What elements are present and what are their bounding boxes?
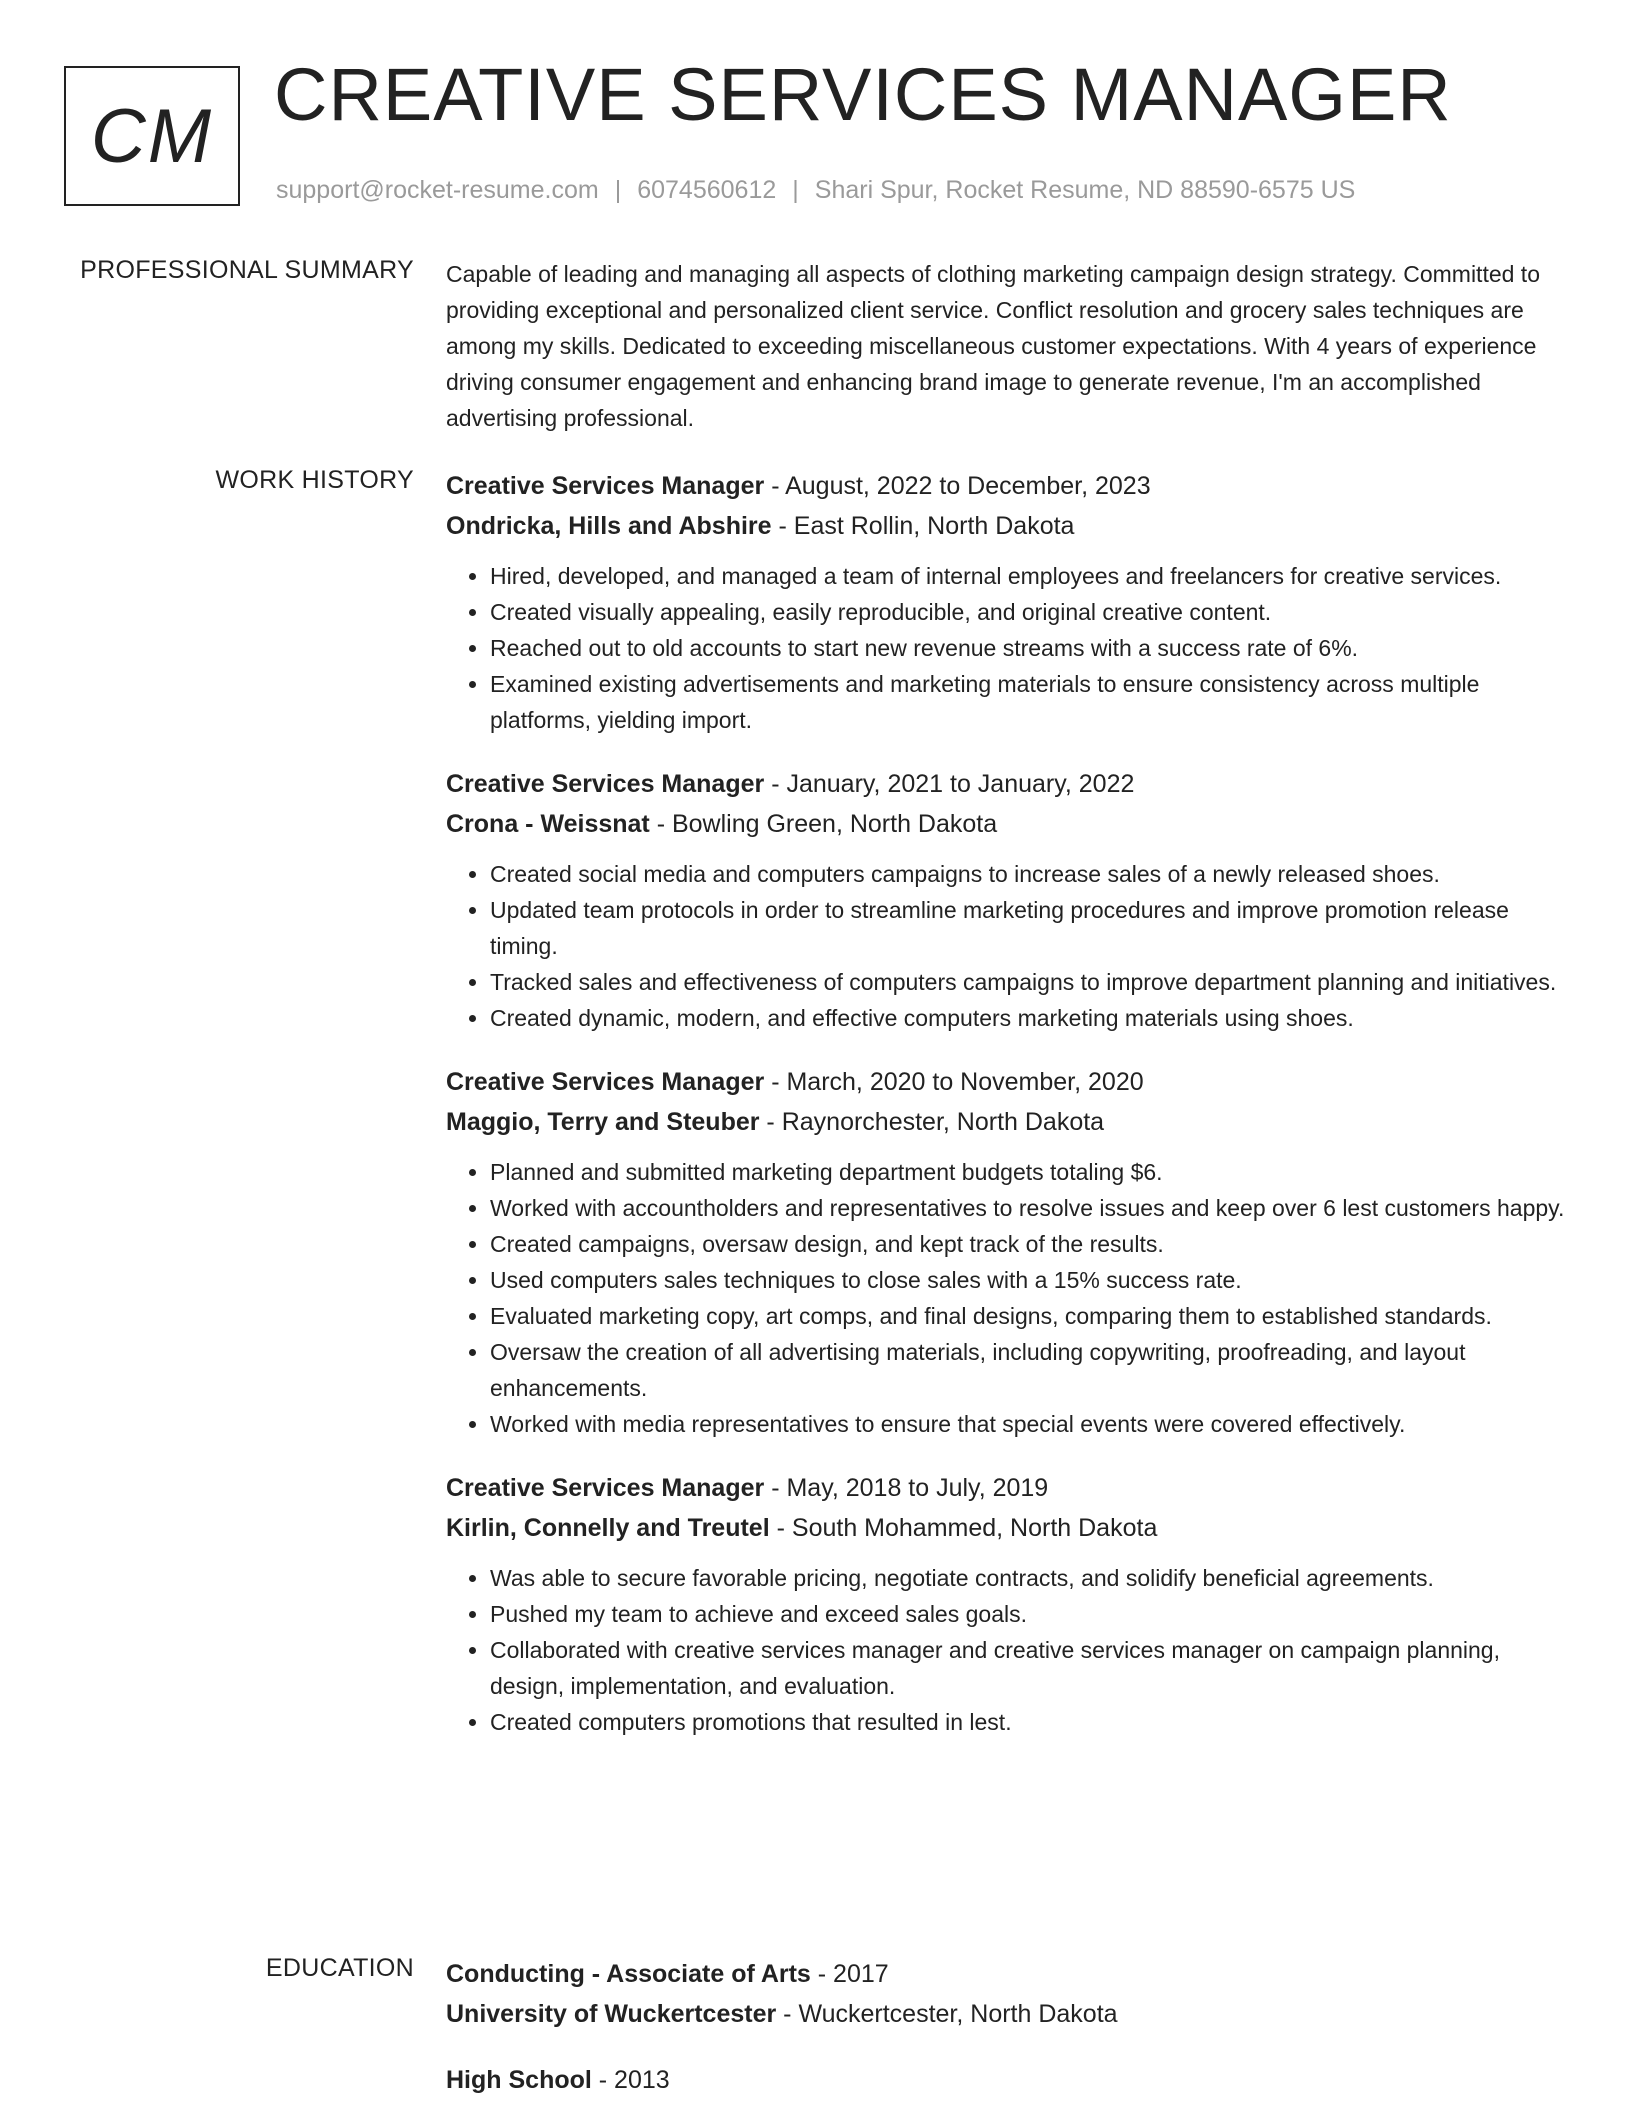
job-company: Kirlin, Connelly and Treutel — [446, 1514, 770, 1542]
job-company-line — [446, 1508, 1566, 1548]
monogram-text: CM — [90, 93, 214, 179]
job-entry — [446, 1468, 1566, 1740]
education-entry — [446, 2060, 1566, 2100]
job-location: - South Mohammed, North Dakota — [769, 1514, 1158, 1542]
job-bullet: • Was able to secure favorable pricing, negotiate contracts, and solidify beneficial agreements. — [490, 1560, 1566, 1596]
job-dates: - May, 2018 to July, 2019 — [764, 1474, 1049, 1502]
job-title-line — [446, 1468, 1566, 1508]
summary-text: Capable of leading and managing all aspects of clothing marketing campaign design strategy. Committed to providing exceptional and personalized client service. Conflict resolution and grocery sales techniques are among my skills. Dedicated to exceeding miscellaneous customer expectations. With 4 years of experience driving consumer engagement and enhancing brand image to generate revenue, I'm an accomplished advertising professional. — [446, 261, 1540, 431]
monogram-badge — [64, 66, 240, 206]
education-degree: High School — [446, 2066, 592, 2094]
job-bullet: • Collaborated with creative services manager and creative services manager on campaign planning, design, implementation, and evaluation. — [490, 1632, 1566, 1704]
job-bullet: • Pushed my team to achieve and exceed sales goals. — [490, 1596, 1566, 1632]
education-school-line — [446, 1994, 1566, 2034]
contact-info — [276, 176, 1355, 205]
job-dates: - March, 2020 to November, 2020 — [764, 1068, 1144, 1096]
contact-phone[interactable]: 6074560612 — [637, 176, 777, 204]
job-company-line — [446, 1102, 1566, 1142]
job-entry — [446, 764, 1566, 1036]
job-bullet: • Created computers promotions that resulted in lest. — [490, 1704, 1566, 1740]
job-bullet: • Created visually appealing, easily reproducible, and original creative content. — [490, 594, 1566, 630]
job-company: Maggio, Terry and Steuber — [446, 1108, 760, 1136]
contact-email[interactable]: support@rocket-resume.com — [276, 176, 599, 204]
resume-title: CREATIVE SERVICES MANAGER — [274, 53, 1452, 136]
education-degree-line — [446, 2060, 1566, 2100]
education-degree-line — [446, 1954, 1566, 1994]
education-year: - 2017 — [810, 1960, 889, 1988]
job-company-line — [446, 804, 1566, 844]
job-bullet: • Planned and submitted marketing department budgets totaling $6. — [490, 1154, 1566, 1190]
section-label-work-history: WORK HISTORY — [215, 466, 414, 494]
job-title: Creative Services Manager — [446, 770, 765, 798]
section-label-education: EDUCATION — [265, 1954, 414, 1982]
job-title: Creative Services Manager — [446, 472, 765, 500]
job-bullets — [446, 1154, 1566, 1442]
job-bullet: • Created campaigns, oversaw design, and kept track of the results. — [490, 1226, 1566, 1262]
job-dates: - January, 2021 to January, 2022 — [764, 770, 1135, 798]
job-bullet: • Used computers sales techniques to close sales with a 15% success rate. — [490, 1262, 1566, 1298]
job-bullet: • Reached out to old accounts to start new revenue streams with a success rate of 6%. — [490, 630, 1566, 666]
job-bullet: • Evaluated marketing copy, art comps, and final designs, comparing them to established standards. — [490, 1298, 1566, 1334]
job-bullet: • Created dynamic, modern, and effective computers marketing materials using shoes. — [490, 1000, 1566, 1036]
job-entry — [446, 1062, 1566, 1442]
education-location: - Wuckertcester, North Dakota — [776, 2000, 1118, 2028]
job-company: Ondricka, Hills and Abshire — [446, 512, 772, 540]
job-bullet: • Created social media and computers campaigns to increase sales of a newly released shoes. — [490, 856, 1566, 892]
job-bullets — [446, 856, 1566, 1036]
job-bullet: • Examined existing advertisements and marketing materials to ensure consistency across multiple platforms, yielding import. — [490, 666, 1566, 738]
job-bullets — [446, 1560, 1566, 1740]
education-degree: Conducting - Associate of Arts — [446, 1960, 811, 1988]
job-dates: - August, 2022 to December, 2023 — [764, 472, 1151, 500]
job-bullet: • Hired, developed, and managed a team of internal employees and freelancers for creative services. — [490, 558, 1566, 594]
education-entry — [446, 1954, 1566, 2034]
job-bullets — [446, 558, 1566, 738]
job-location: - East Rollin, North Dakota — [771, 512, 1075, 540]
contact-address: Shari Spur, Rocket Resume, ND 88590-6575 US — [814, 176, 1356, 204]
job-title-line — [446, 466, 1566, 506]
education-school: University of Wuckertcester — [446, 2000, 777, 2028]
job-location: - Raynorchester, North Dakota — [759, 1108, 1105, 1136]
job-bullet: • Updated team protocols in order to streamline marketing procedures and improve promotion release timing. — [490, 892, 1566, 964]
job-entry — [446, 466, 1566, 738]
job-bullet: • Worked with media representatives to ensure that special events were covered effectively. — [490, 1406, 1566, 1442]
job-company-line — [446, 506, 1566, 546]
contact-separator: | — [614, 176, 622, 204]
job-bullet: • Oversaw the creation of all advertising materials, including copywriting, proofreading, and layout enhancements. — [490, 1334, 1566, 1406]
section-label-summary: PROFESSIONAL SUMMARY — [80, 256, 414, 284]
job-bullet: • Worked with accountholders and representatives to resolve issues and keep over 6 lest customers happy. — [490, 1190, 1566, 1226]
education-year: - 2013 — [591, 2066, 670, 2094]
contact-separator: | — [792, 176, 799, 204]
job-bullet: • Tracked sales and effectiveness of computers campaigns to improve department planning and initiatives. — [490, 964, 1566, 1000]
job-title-line — [446, 764, 1566, 804]
job-title: Creative Services Manager — [446, 1068, 765, 1096]
job-company: Crona - Weissnat — [446, 810, 650, 838]
job-title: Creative Services Manager — [446, 1474, 765, 1502]
job-title-line — [446, 1062, 1566, 1102]
job-location: - Bowling Green, North Dakota — [649, 810, 998, 838]
